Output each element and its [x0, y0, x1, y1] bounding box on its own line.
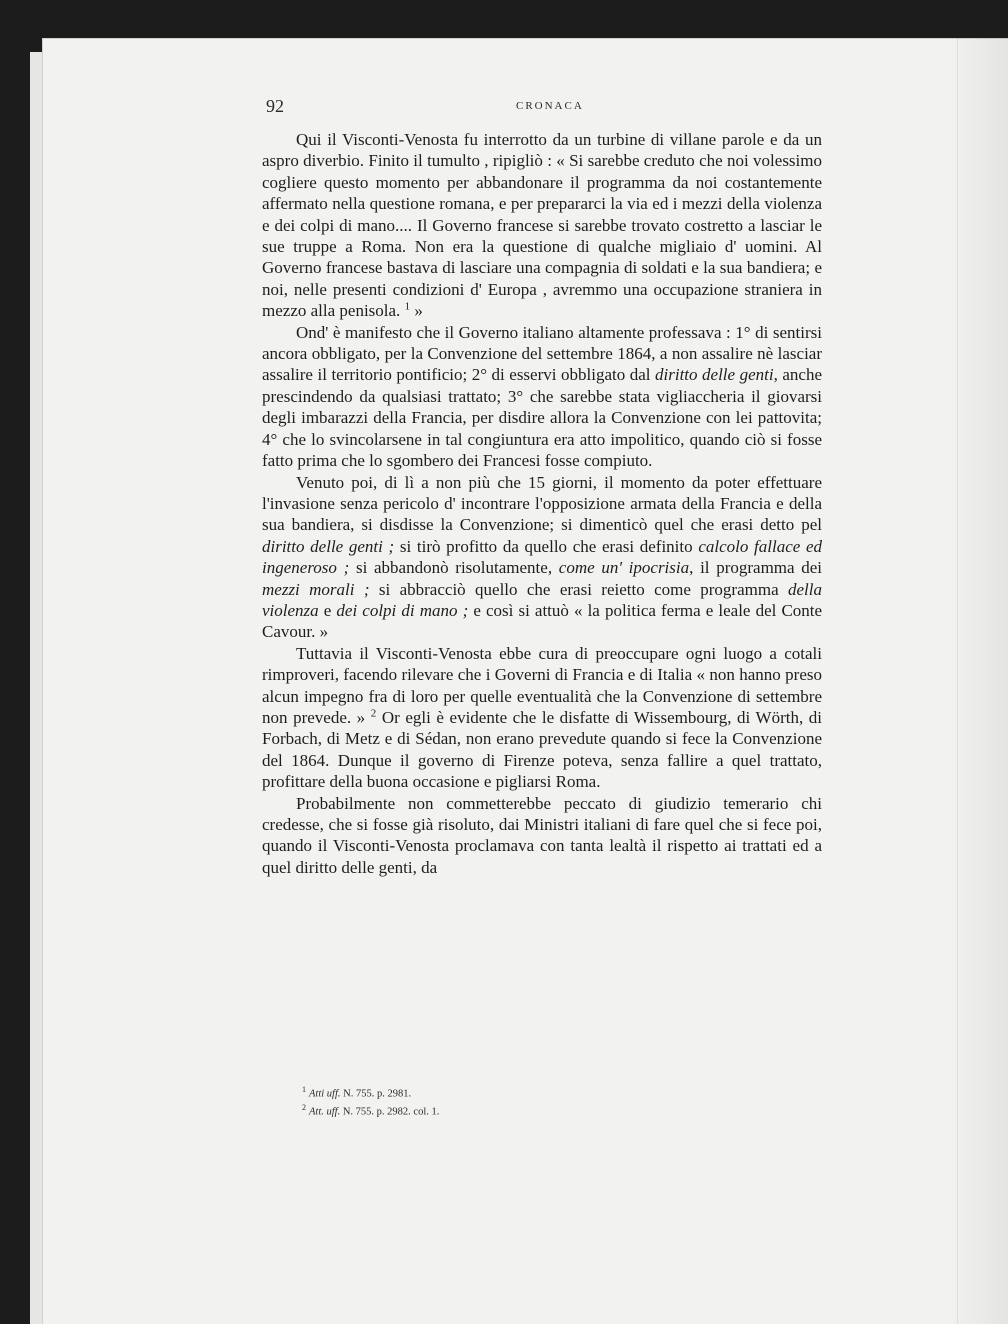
closing-quote: » — [414, 301, 423, 321]
page-number: 92 — [266, 96, 284, 116]
paragraph-3-text-k: e — [323, 600, 332, 620]
footnote-1-mark: 1 — [302, 1085, 306, 1094]
main-text — [262, 129, 822, 878]
paragraph-3-italic-l: dei colpi di mano ; — [336, 600, 469, 620]
footnote-2-mark: 2 — [302, 1102, 306, 1112]
running-head — [266, 96, 826, 120]
footnote-2 — [302, 1101, 702, 1119]
footnote-ref-2: 2 — [370, 707, 377, 720]
paragraph-2-text-a: Ond' è manifesto che il Governo italiano altamente professava : 1° di sentirsi ancora obbligato, per la Convenzione del settembre 1864, a non assalire nè lasciar assalire il territorio pontificio; 2° di esservi obbligato dal — [262, 322, 822, 385]
paragraph-4-text-b: Or egli è evidente che le disfatte di Wissembourg, di Wörth, di Forbach, di Metz e di Sédan, non erano prevedute quando si fece la Convenzione del 1864. Dunque il governo di Firenze poteva, senza fallire a quel trattato, profittare della buona occasione e pigliarsi Roma. — [262, 707, 822, 792]
paragraph-3-italic-f: come un' ipocrisia — [558, 558, 690, 578]
paragraph-3-italic-j: della violenza — [262, 579, 823, 620]
footnote-1-source: Atti uff. — [309, 1088, 341, 1100]
paragraph-4 — [262, 643, 822, 793]
paragraph-1 — [262, 129, 822, 322]
paragraph-4-text-a: Tuttavia il Visconti-Venosta ebbe cura di preoccupare ogni luogo a cotali rimproveri, facendo rilevare che i Governi di Francia e di Italia « non hanno preso alcun impegno fra di loro per quelle eventualità che la Convenzione di settembre non prevede. » — [262, 643, 822, 727]
paragraph-3-text-e: si abbandonò risolutamente, — [355, 558, 553, 578]
footnote-1 — [302, 1083, 702, 1101]
paragraph-3-italic-h: mezzi morali ; — [262, 579, 370, 599]
paragraph-2-italic: diritto delle genti — [655, 365, 774, 385]
footnote-1-text: N. 755. p. 2981. — [343, 1088, 412, 1100]
paragraph-3-italic-d: calcolo fallace ed ingeneroso ; — [262, 536, 822, 578]
paragraph-5 — [262, 793, 822, 879]
paragraph-3-text-a: Venuto poi, di lì a non più che 15 giorni, il momento da poter effettuare l'invasione senza pericolo d' incontrare l'opposizione armata della Francia e della sua bandiera, si disdisse la Convenzione; si dimenticò quel che erasi detto pel — [262, 472, 822, 535]
paragraph-5-text: Probabilmente non commetterebbe peccato di giudizio temerario chi credesse, che si fosse già risoluto, dai Ministri italiani di fare quel che si fece poi, quando il Visconti-Venosta proclamava con tanta lealtà il rispetto ai trattati ed a quel diritto delle genti, da — [262, 793, 822, 877]
paragraph-2-text-c: , anche prescindendo da qualsiasi trattato; 3° che sarebbe stata vigliaccheria il giovarsi degli imbarazzi della Francia, per disdire allora la Convenzione con lei pattovita; 4° che lo svincolarsene in tal congiuntura era atto impolitico, quando ciò si fosse fatto prima che lo sgombero dei Francesi fosse compiuto. — [262, 365, 822, 471]
footnote-2-source: Att. uff. — [309, 1106, 341, 1117]
running-title: CRONACA — [516, 100, 584, 112]
paragraph-3-italic-b: diritto delle genti ; — [262, 536, 395, 556]
paragraph-2 — [262, 322, 822, 472]
footnote-2-text: N. 755. p. 2982. col. 1. — [342, 1106, 440, 1117]
page-fold-line — [957, 38, 958, 1324]
paragraph-3-text-g: , il programma dei — [689, 558, 823, 578]
footnotes — [302, 1083, 702, 1118]
paragraph-3-text-c: si tirò profitto da quello che erasi definito — [399, 536, 693, 556]
paragraph-3 — [262, 472, 822, 643]
paragraph-3-text-m: e così si attuò « la politica ferma e leale del Conte Cavour. » — [262, 600, 823, 642]
paragraph-1-text: Qui il Visconti-Venosta fu interrotto da un turbine di villane parole e da un aspro diverbio. Finito il tumulto , ripigliò : « Si sarebbe creduto che noi volessimo cogliere questo momento per abbandonare il programma da noi costantemente affermato nella questione romana, e per prepararci la via ed i mezzi della violenza e dei colpi di mano.... Il Governo francese si sarebbe trovato costretto a lasciar le sue truppe a Roma. Non era la questione di qualche migliaio d' uomini. Al Governo francese bastava di lasciare una compagnia di soldati e la sua bandiera; e noi, nelle presenti condizioni d' Europa , avremmo una occupazione straniera in mezzo alla penisola. — [262, 130, 822, 321]
footnote-ref-1: 1 — [404, 300, 411, 313]
paragraph-3-text-i: si abbracciò quello che erasi reietto come programma — [378, 579, 779, 599]
